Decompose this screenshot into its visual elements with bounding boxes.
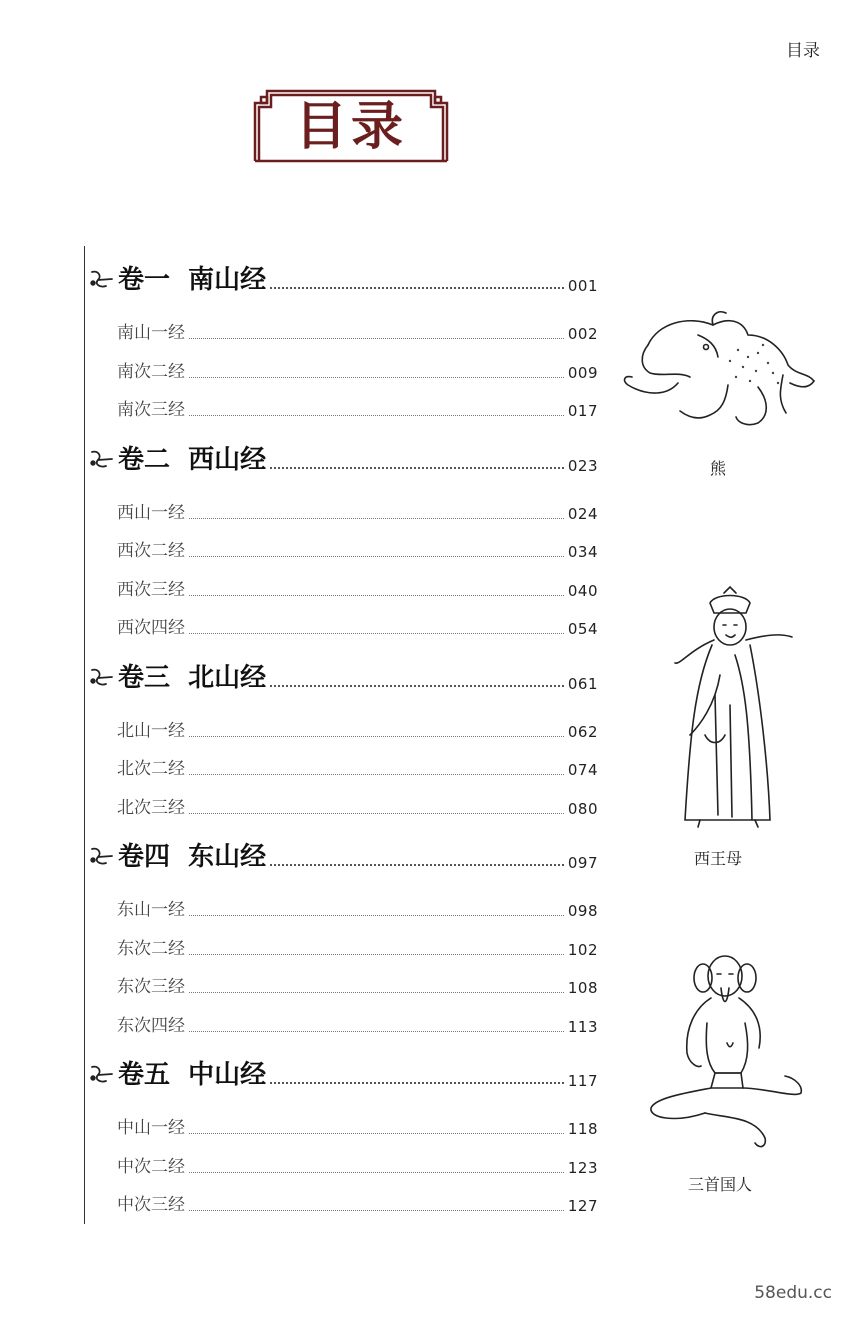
dot-leader bbox=[189, 633, 564, 634]
toc-entry-page: 102 bbox=[567, 940, 598, 959]
xiwangmu-figure-illustration bbox=[660, 585, 800, 830]
toc-entry-label: 南次三经 bbox=[117, 400, 185, 420]
toc-section-row[interactable] bbox=[88, 660, 598, 694]
toc-entry-label: 东次二经 bbox=[117, 938, 185, 959]
toc-section-page: 023 bbox=[567, 456, 598, 475]
dot-leader bbox=[189, 915, 564, 916]
toc-entry-row[interactable] bbox=[117, 1192, 598, 1216]
dot-leader bbox=[189, 813, 564, 814]
dot-leader bbox=[270, 1082, 564, 1084]
toc-entry-label: 中次二经 bbox=[117, 1156, 185, 1177]
toc-section-page: 117 bbox=[567, 1072, 598, 1090]
dot-leader bbox=[189, 1133, 564, 1134]
dot-leader bbox=[270, 467, 564, 469]
caption-bear: 熊 bbox=[709, 459, 726, 478]
toc-entry-label: 南山一经 bbox=[117, 323, 185, 343]
toc-entry-label: 西山一经 bbox=[117, 502, 185, 523]
toc-section-row[interactable] bbox=[88, 262, 598, 296]
toc-section-label: 卷四 东山经 bbox=[118, 842, 267, 872]
watermark: 58edu.cc bbox=[754, 1283, 832, 1303]
dot-leader bbox=[189, 556, 564, 557]
toc-section-page: 061 bbox=[567, 674, 598, 693]
toc-section-label: 卷二 西山经 bbox=[118, 444, 267, 475]
toc-section-row[interactable] bbox=[88, 839, 598, 873]
dot-leader bbox=[189, 992, 564, 993]
flourish-icon bbox=[88, 666, 114, 688]
toc-entry-page: 123 bbox=[567, 1158, 598, 1177]
dot-leader bbox=[189, 338, 564, 339]
toc-entry-label: 中次三经 bbox=[117, 1195, 185, 1215]
toc-entry-label: 北次二经 bbox=[117, 759, 185, 779]
dot-leader bbox=[189, 377, 564, 378]
flourish-icon bbox=[88, 1063, 114, 1085]
toc-entry-label: 北次三经 bbox=[117, 797, 185, 818]
dot-leader bbox=[270, 864, 564, 866]
toc-entry-page: 080 bbox=[567, 799, 598, 818]
toc-entry-row[interactable] bbox=[117, 500, 598, 524]
toc-entry-label: 西次四经 bbox=[117, 618, 185, 638]
page-title: 目录 bbox=[294, 96, 407, 157]
dot-leader bbox=[189, 415, 564, 416]
dot-leader bbox=[189, 774, 564, 775]
toc-section-page: 001 bbox=[567, 277, 598, 295]
toc-section-label: 卷一 南山经 bbox=[118, 265, 267, 295]
toc-entry-page: 062 bbox=[567, 722, 598, 741]
toc-entry-page: 098 bbox=[567, 902, 598, 920]
toc-entry-row[interactable] bbox=[117, 577, 598, 601]
toc-entry-page: 113 bbox=[567, 1017, 598, 1036]
toc-entry-label: 东山一经 bbox=[117, 900, 185, 920]
toc-entry-label: 东次四经 bbox=[117, 1015, 185, 1036]
toc-entry-label: 东次三经 bbox=[117, 977, 185, 997]
flourish-icon bbox=[88, 268, 114, 290]
dot-leader bbox=[189, 1210, 564, 1211]
dot-leader bbox=[189, 736, 564, 737]
dot-leader bbox=[189, 518, 564, 519]
toc-entry-row[interactable] bbox=[117, 397, 598, 421]
caption-three-headed: 三首国人 bbox=[687, 1175, 752, 1194]
toc-entry-row[interactable] bbox=[117, 1013, 598, 1037]
dot-leader bbox=[189, 1031, 564, 1032]
toc-entry-page: 054 bbox=[567, 620, 598, 638]
toc-entry-page: 127 bbox=[567, 1197, 598, 1215]
toc-entry-label: 西次三经 bbox=[117, 579, 185, 600]
toc-section-row[interactable] bbox=[88, 442, 598, 476]
flourish-icon bbox=[88, 845, 114, 867]
toc-section-row[interactable] bbox=[88, 1057, 598, 1091]
dot-leader bbox=[189, 954, 564, 955]
toc-entry-page: 034 bbox=[567, 543, 598, 561]
toc-entry-page: 002 bbox=[567, 325, 598, 343]
toc-entry-row[interactable] bbox=[117, 795, 598, 819]
toc-section-label: 卷五 中山经 bbox=[118, 1060, 267, 1090]
toc-entry-row[interactable] bbox=[117, 615, 598, 639]
dot-leader bbox=[189, 595, 564, 596]
bear-creature-illustration bbox=[618, 305, 820, 430]
running-header: 目录 bbox=[786, 41, 820, 61]
toc-entry-label: 南次二经 bbox=[117, 361, 185, 382]
toc-entry-row[interactable] bbox=[117, 897, 598, 921]
toc-entry-row[interactable] bbox=[117, 359, 598, 383]
toc-entry-row[interactable] bbox=[117, 538, 598, 562]
toc-entry-page: 108 bbox=[567, 979, 598, 997]
toc-entry-row[interactable] bbox=[117, 1154, 598, 1178]
toc-entry-row[interactable] bbox=[117, 320, 598, 344]
toc-entry-row[interactable] bbox=[117, 756, 598, 780]
three-headed-person-illustration bbox=[645, 948, 805, 1153]
toc-entry-page: 040 bbox=[567, 581, 598, 600]
caption-xiwangmu: 西王母 bbox=[693, 849, 742, 868]
toc-entry-row[interactable] bbox=[117, 974, 598, 998]
toc-entry-label: 中山一经 bbox=[117, 1118, 185, 1138]
toc-section-page: 097 bbox=[567, 854, 598, 872]
toc-entry-label: 北山一经 bbox=[117, 720, 185, 741]
toc-entry-row[interactable] bbox=[117, 936, 598, 960]
toc-entry-row[interactable] bbox=[117, 718, 598, 742]
toc-section-label: 卷三 北山经 bbox=[118, 662, 267, 693]
toc-entry-page: 074 bbox=[567, 761, 598, 779]
toc-entry-page: 024 bbox=[567, 504, 598, 523]
dot-leader bbox=[270, 287, 564, 289]
dot-leader bbox=[270, 685, 564, 687]
toc-entry-row[interactable] bbox=[117, 1115, 598, 1139]
flourish-icon bbox=[88, 448, 114, 470]
toc-entry-page: 118 bbox=[567, 1120, 598, 1138]
dot-leader bbox=[189, 1172, 564, 1173]
toc-entry-page: 017 bbox=[567, 402, 598, 420]
toc-entry-label: 西次二经 bbox=[117, 541, 185, 561]
toc-entry-page: 009 bbox=[567, 363, 598, 382]
